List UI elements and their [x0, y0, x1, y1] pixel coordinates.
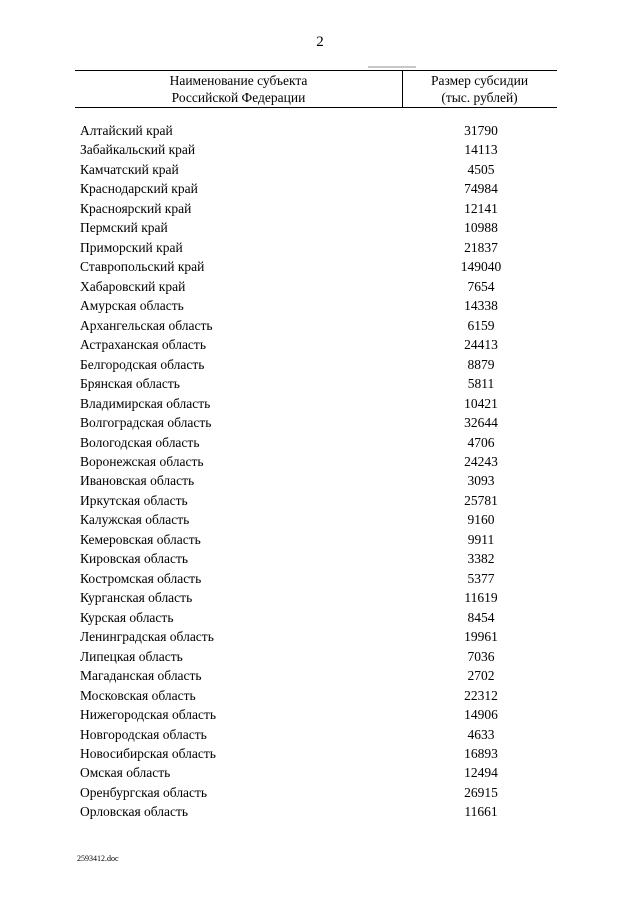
subsidy-amount: 8879	[467, 356, 495, 372]
subsidy-amount: 5377	[467, 570, 495, 586]
table-row	[0, 296, 640, 315]
subsidy-amount: 2702	[467, 668, 495, 684]
subsidy-amount: 3093	[467, 473, 495, 489]
subsidy-amount: 21837	[464, 239, 498, 255]
subsidy-amount: 9160	[467, 512, 495, 528]
table-row	[0, 121, 640, 140]
region-name: Ленинградская область	[80, 629, 214, 645]
table-header-rule	[75, 107, 557, 108]
subsidy-amount: 8454	[467, 609, 495, 625]
table-row	[0, 802, 640, 821]
table-row	[0, 316, 640, 335]
region-name: Красноярский край	[80, 200, 192, 216]
subsidy-amount: 4706	[467, 434, 495, 450]
table-row	[0, 199, 640, 218]
table-row	[0, 569, 640, 588]
subsidy-amount: 9911	[467, 531, 495, 547]
subsidy-amount: 24243	[464, 453, 498, 469]
subsidy-amount: 16893	[464, 746, 498, 761]
region-name: Камчатский край	[80, 161, 179, 177]
document-filename: 2593412.doc	[77, 854, 119, 863]
region-name: Омская область	[80, 765, 171, 781]
region-name: Забайкальский край	[80, 142, 196, 158]
subsidy-amount: 10421	[464, 395, 498, 411]
table-row	[0, 335, 640, 354]
table-row	[0, 744, 640, 763]
table-row	[0, 179, 640, 198]
region-name: Орловская область	[80, 804, 189, 820]
region-name: Алтайский край	[80, 123, 173, 138]
table-row	[0, 433, 640, 452]
subsidy-amount: 4633	[467, 726, 495, 742]
table-row	[0, 355, 640, 374]
region-name: Курганская область	[80, 590, 193, 606]
column-header-subsidy-line2: (тыс. рублей)	[441, 90, 518, 105]
subsidy-amount: 14113	[464, 142, 498, 158]
subsidy-amount: 19961	[464, 629, 498, 645]
subsidy-amount: 12141	[464, 200, 498, 216]
table-row	[0, 608, 640, 627]
table-row	[0, 140, 640, 159]
region-name: Белгородская область	[80, 356, 205, 372]
region-name: Иркутская область	[80, 492, 188, 508]
table-body	[0, 121, 640, 822]
subsidy-amount: 10988	[464, 220, 498, 236]
scan-smudge	[368, 66, 416, 68]
table-row	[0, 705, 640, 724]
region-name: Брянская область	[80, 376, 180, 392]
region-name: Калужская область	[80, 512, 190, 528]
subsidy-amount: 3382	[467, 551, 495, 567]
column-header-subsidy-line1: Размер субсидии	[430, 73, 529, 88]
region-name: Воронежская область	[80, 453, 204, 469]
table-row	[0, 452, 640, 471]
table-row	[0, 277, 640, 296]
region-name: Ставропольский край	[80, 259, 205, 275]
table-row	[0, 218, 640, 237]
region-name: Новгородская область	[80, 726, 207, 742]
table-row	[0, 160, 640, 179]
subsidy-amount: 26915	[464, 784, 498, 800]
subsidy-amount: 22312	[464, 687, 498, 703]
region-name: Оренбургская область	[80, 784, 208, 800]
page-number: 2	[316, 34, 324, 50]
subsidy-amount: 11661	[464, 804, 498, 820]
region-name: Курская область	[80, 609, 174, 625]
region-name: Ивановская область	[80, 473, 195, 489]
table-row	[0, 588, 640, 607]
region-name: Кемеровская область	[80, 531, 201, 547]
table-row	[0, 394, 640, 413]
region-name: Архангельская область	[80, 317, 213, 333]
table-row	[0, 510, 640, 529]
region-name: Кировская область	[80, 551, 189, 567]
subsidy-amount: 12494	[464, 765, 498, 781]
region-name: Костромская область	[80, 570, 202, 586]
region-name: Вологодская область	[80, 434, 200, 450]
table-row	[0, 686, 640, 705]
region-name: Липецкая область	[80, 648, 183, 664]
subsidy-amount: 14906	[464, 707, 498, 723]
table-row	[0, 763, 640, 782]
region-name: Приморский край	[80, 239, 183, 255]
region-name: Волгоградская область	[80, 415, 212, 431]
region-name: Хабаровский край	[80, 278, 186, 294]
table-row	[0, 530, 640, 549]
table-row	[0, 725, 640, 744]
table-row	[0, 666, 640, 685]
subsidy-amount: 149040	[460, 259, 502, 275]
column-header-subject-line1: Наименование субъекта	[169, 73, 308, 88]
region-name: Астраханская область	[80, 337, 206, 353]
table-row	[0, 374, 640, 393]
table-row	[0, 238, 640, 257]
region-name: Магаданская область	[80, 668, 202, 684]
region-name: Пермский край	[80, 220, 168, 236]
subsidy-amount: 24413	[464, 337, 498, 353]
region-name: Владимирская область	[80, 395, 211, 411]
subsidy-amount: 7036	[467, 648, 495, 664]
region-name: Краснодарский край	[80, 181, 198, 197]
subsidy-amount: 14338	[464, 298, 498, 314]
region-name: Амурская область	[80, 298, 184, 314]
table-row	[0, 549, 640, 568]
table-row	[0, 627, 640, 646]
table-row	[0, 647, 640, 666]
subsidy-amount: 4505	[467, 161, 495, 177]
subsidy-amount: 6159	[467, 317, 495, 333]
subsidy-amount: 32644	[464, 415, 498, 431]
region-name: Новосибирская область	[80, 746, 216, 761]
subsidy-amount: 11619	[464, 590, 498, 606]
table-row	[0, 413, 640, 432]
table-row	[0, 491, 640, 510]
subsidy-amount: 74984	[464, 181, 498, 197]
column-header-subsidy	[402, 72, 557, 106]
column-header-subject-line2: Российской Федерации	[171, 90, 306, 105]
table-row	[0, 471, 640, 490]
column-header-subject	[75, 72, 402, 106]
table-top-rule	[75, 70, 557, 71]
region-name: Нижегородская область	[80, 707, 217, 723]
subsidy-amount: 25781	[464, 492, 498, 508]
subsidy-amount: 31790	[464, 123, 498, 138]
table-row	[0, 257, 640, 276]
table-row	[0, 783, 640, 802]
subsidy-amount: 5811	[467, 376, 495, 392]
region-name: Московская область	[80, 687, 196, 703]
subsidy-amount: 7654	[467, 278, 495, 294]
